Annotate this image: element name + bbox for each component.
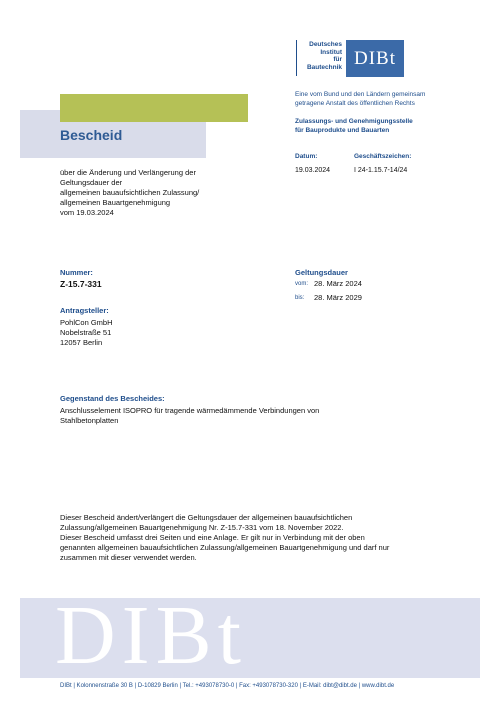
validity-to-value: 28. März 2029 — [314, 293, 362, 302]
office-line: für Bauprodukte und Bauarten — [295, 127, 390, 134]
date-label: Datum: — [295, 153, 318, 160]
applicant-line: PohlCon GmbH — [60, 318, 113, 327]
number-value: Z-15.7-331 — [60, 279, 102, 289]
validity-from-value: 28. März 2024 — [314, 279, 362, 288]
institute-line: Bautechnik — [306, 63, 342, 71]
applicant-label: Antragsteller: — [60, 306, 109, 315]
office-name — [295, 117, 485, 135]
number-label: Nummer: — [60, 268, 93, 277]
intro-text — [60, 168, 280, 218]
reference-value: I 24-1.15.7-14/24 — [354, 167, 408, 174]
institute-line: Institut — [320, 48, 342, 56]
institute-line: Deutsches — [309, 41, 342, 48]
subject-label: Gegenstand des Bescheides: — [60, 394, 165, 403]
date-value: 19.03.2024 — [295, 167, 331, 174]
institute-name — [300, 41, 342, 71]
intro-line: vom 19.03.2024 — [60, 208, 114, 217]
tagline — [295, 90, 485, 108]
validity-from-label: vom: — [295, 281, 309, 287]
intro-line: Geltungsdauer der — [60, 178, 123, 187]
subject-line: Anschlusselement ISOPRO für tragende wärmedämmende Verbindungen von — [60, 406, 320, 415]
applicant-line: Nobelstraße 51 — [60, 328, 112, 337]
document-title: Bescheid — [60, 127, 123, 143]
institute-line: für — [333, 56, 342, 63]
applicant-address — [60, 318, 113, 348]
office-line: Zulassungs- und Genehmigungsstelle — [295, 118, 413, 125]
logo-divider — [296, 40, 297, 76]
footer-logo: DIBt — [55, 589, 247, 682]
dibt-logo: DIBt — [346, 40, 404, 77]
subject-line: Stahlbetonplatten — [60, 416, 119, 425]
subject-text — [60, 406, 460, 426]
applicant-line: 12057 Berlin — [60, 338, 103, 347]
intro-line: allgemeinen Bauartgenehmigung — [60, 198, 171, 207]
summary-line: Zulassung/allgemeinen Bauartgenehmigung Nr. Z-15.7-331 vom 18. November 2022. — [60, 523, 344, 532]
reference-label: Geschäftszeichen: — [354, 153, 412, 160]
title-accent-bar — [60, 94, 248, 122]
footer-contact: DIBt | Kolonnenstraße 30 B | D-10829 Berlin | Tel.: +493078730-0 | Fax: +493078730-320 | E-Mail: dibt@dibt.de | www.dibt.de — [60, 683, 395, 689]
intro-line: über die Änderung und Verlängerung der — [60, 168, 196, 177]
tagline-line: Eine vom Bund und den Ländern gemeinsam — [295, 91, 426, 98]
summary-text — [60, 513, 470, 563]
tagline-line: getragene Anstalt des öffentlichen Rechts — [295, 100, 415, 107]
summary-line: Dieser Bescheid ändert/verlängert die Geltungsdauer der allgemeinen bauaufsichtlichen — [60, 513, 353, 522]
validity-to-label: bis: — [295, 295, 305, 301]
validity-label: Geltungsdauer — [295, 268, 348, 277]
intro-line: allgemeinen bauaufsichtlichen Zulassung/ — [60, 188, 200, 197]
summary-line: Dieser Bescheid umfasst drei Seiten und eine Anlage. Er gilt nur in Verbindung mit der oben — [60, 533, 365, 542]
summary-line: zusammen mit dieser verwendet werden. — [60, 553, 197, 562]
summary-line: genannten allgemeinen bauaufsichtlichen Zulassung/allgemeinen Bauartgenehmigung und darf nur — [60, 543, 390, 552]
